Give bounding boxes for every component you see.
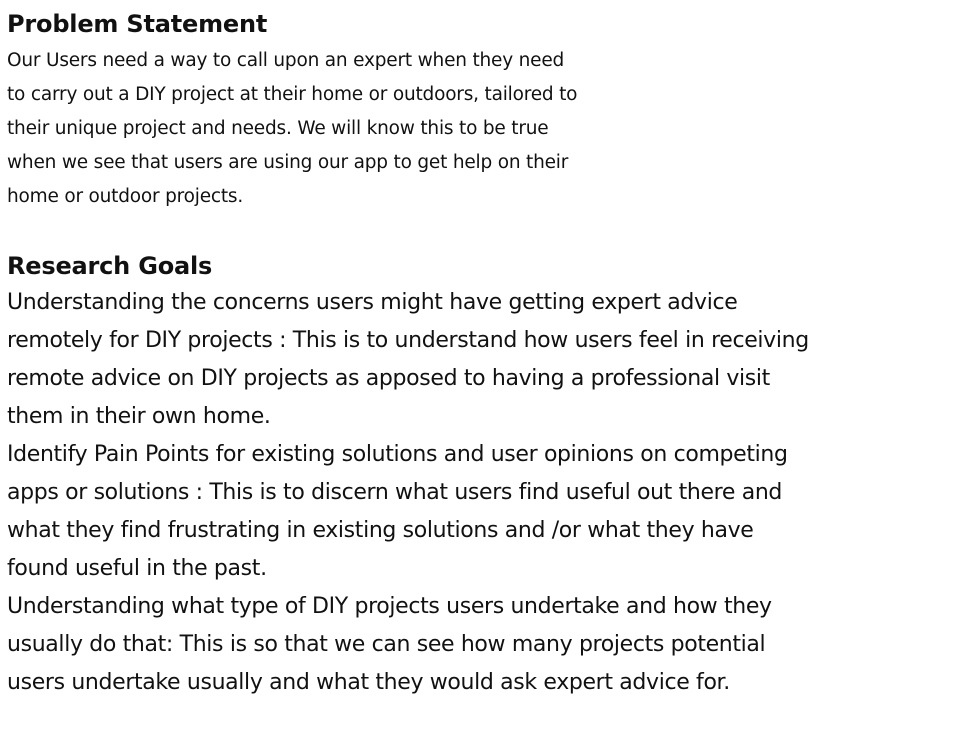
- problem-statement-body: [7, 44, 737, 214]
- research-goals-line: remotely for DIY projects : This is to understand how users feel in receiving: [7, 328, 809, 353]
- problem-statement-line: to carry out a DIY project at their home or outdoors, tailored to: [7, 84, 578, 105]
- problem-statement-line: their unique project and needs. We will know this to be true: [7, 118, 549, 139]
- problem-statement-line: Our Users need a way to call upon an expert when they need: [7, 50, 565, 71]
- problem-statement-line: when we see that users are using our app to get help on their: [7, 152, 569, 173]
- research-goals-line: usually do that: This is so that we can see how many projects potential: [7, 632, 766, 657]
- research-goals-line: users undertake usually and what they would ask expert advice for.: [7, 670, 730, 695]
- research-goals-body: [7, 284, 962, 702]
- research-goals-line: Understanding what type of DIY projects users undertake and how they: [7, 594, 772, 619]
- research-goals-line: apps or solutions : This is to discern what users find useful out there and: [7, 480, 783, 505]
- research-goals-line: Identify Pain Points for existing solutions and user opinions on competing: [7, 442, 788, 467]
- research-goals-line: remote advice on DIY projects as apposed to having a professional visit: [7, 366, 770, 391]
- research-goals-heading: Research Goals: [7, 252, 213, 280]
- research-goals-line: them in their own home.: [7, 404, 271, 429]
- research-goals-line: Understanding the concerns users might have getting expert advice: [7, 290, 738, 315]
- problem-statement-heading: Problem Statement: [7, 10, 268, 38]
- research-goals-line: what they find frustrating in existing solutions and /or what they have: [7, 518, 754, 543]
- research-goals-line: found useful in the past.: [7, 556, 267, 581]
- problem-statement-line: home or outdoor projects.: [7, 186, 244, 207]
- document: [7, 0, 962, 702]
